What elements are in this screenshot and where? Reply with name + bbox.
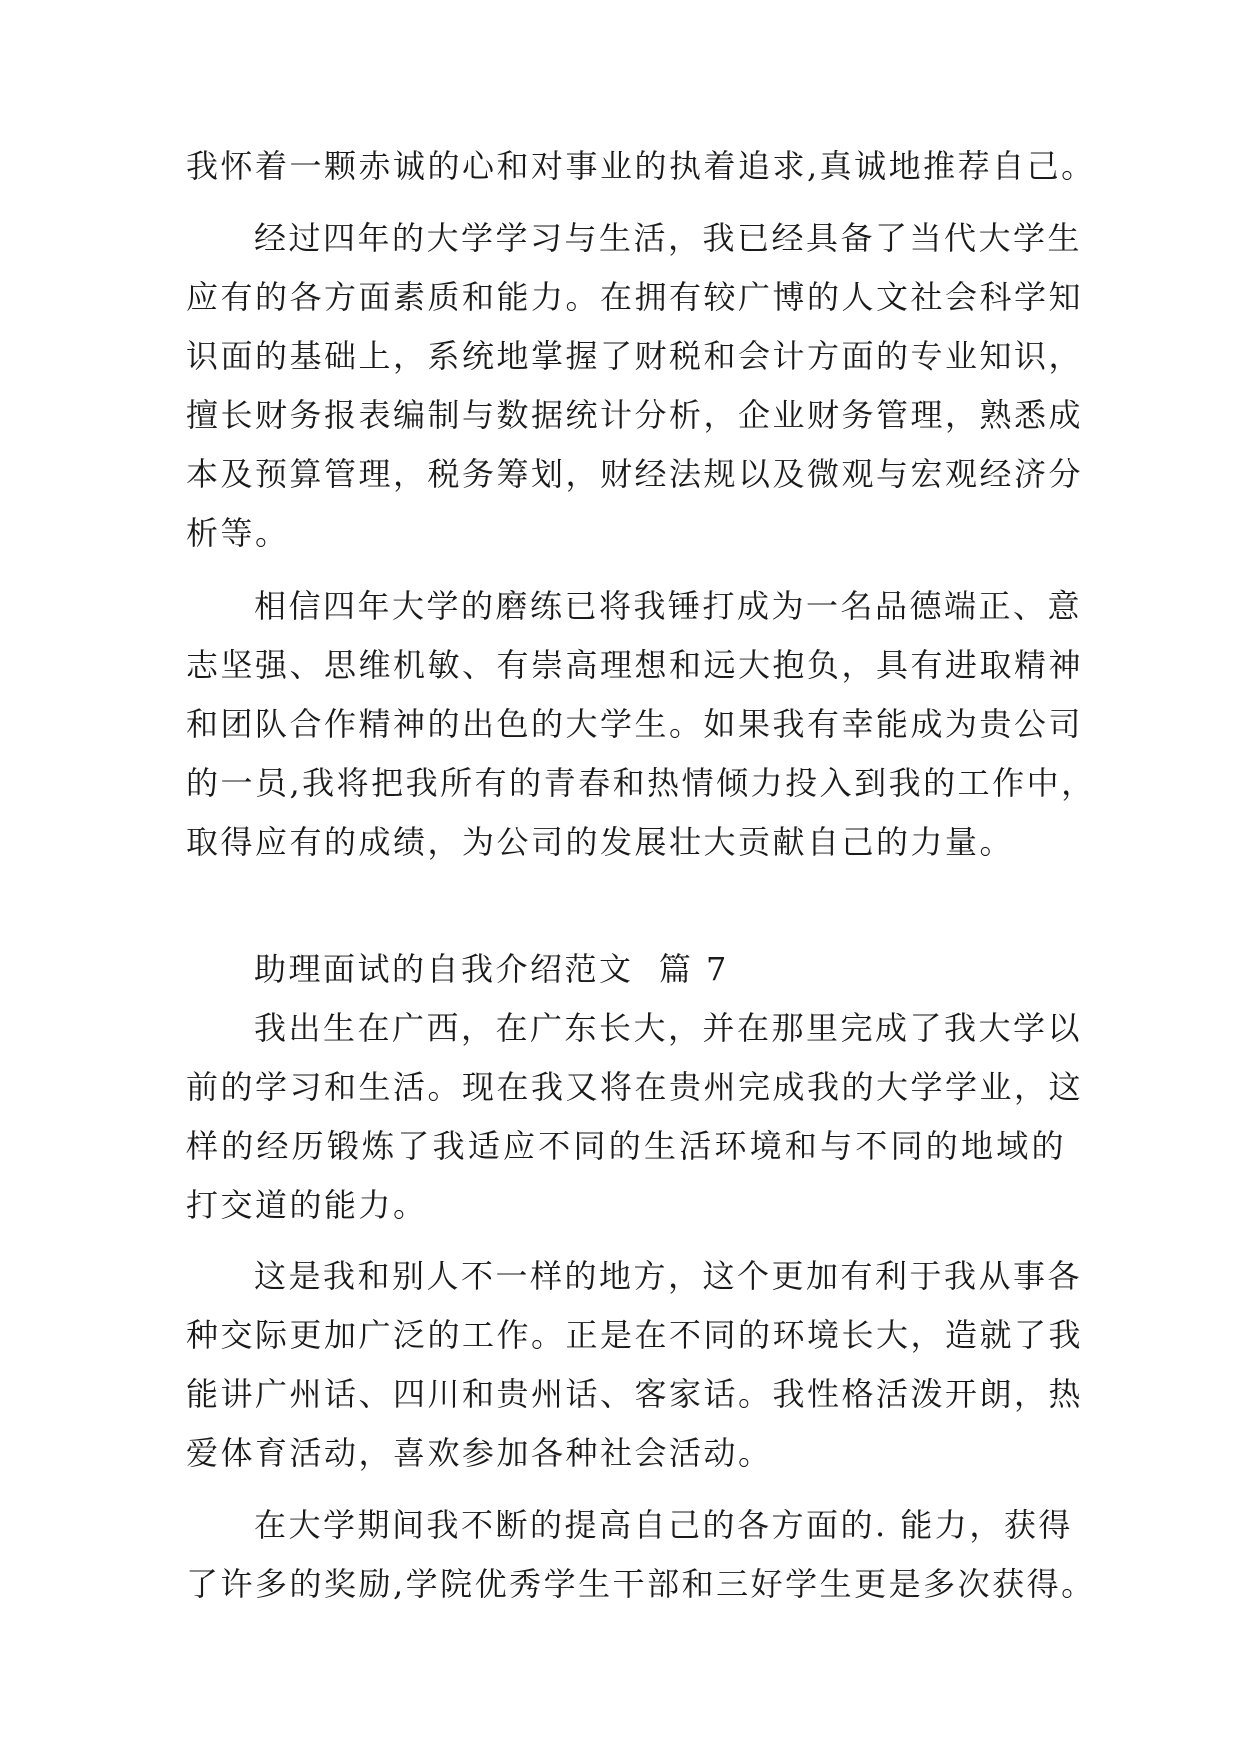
paragraph-first-line: 我出生在广西，在广东长大，并在那里完成了我大学以 — [254, 1009, 1083, 1047]
text-line: 样的经历锻炼了我适应不同的生活环境和与不同的地域的 — [186, 1127, 1066, 1165]
text-line: 了许多的奖励,学院优秀学生干部和三好学生更是多次获得。 — [186, 1565, 1096, 1603]
paragraph-first-line: 相信四年大学的磨练已将我锤打成为一名品德端正、意 — [254, 587, 1083, 625]
paragraph-first-line: 在大学期间我不断的提高自己的各方面的. 能力，获得 — [254, 1506, 1073, 1544]
text-line: 志坚强、思维机敏、有崇高理想和远大抱负，具有进取精神 — [186, 646, 1084, 684]
text-line: 析等。 — [186, 514, 290, 552]
text-line: 打交道的能力。 — [186, 1186, 428, 1224]
text-line: 能讲广州话、四川和贵州话、客家话。我性格活泼开朗，热 — [186, 1375, 1084, 1413]
text-line: 种交际更加广泛的工作。正是在不同的环境长大，造就了我 — [186, 1316, 1084, 1354]
text-line: 取得应有的成绩，为公司的发展壮大贡献自己的力量。 — [186, 823, 1015, 861]
text-line: 擅长财务报表编制与数据统计分析，企业财务管理，熟悉成 — [186, 396, 1084, 434]
text-line: 我怀着一颗赤诚的心和对事业的执着追求,真诚地推荐自己。 — [186, 147, 1096, 185]
paragraph-first-line: 经过四年的大学学习与生活，我已经具备了当代大学生 — [254, 219, 1083, 257]
paragraph-first-line: 这是我和别人不一样的地方，这个更加有利于我从事各 — [254, 1257, 1083, 1295]
text-line: 识面的基础上，系统地掌握了财税和会计方面的专业知识， — [186, 337, 1084, 375]
section-heading: 助理面试的自我介绍范文 篇 7 — [254, 950, 729, 988]
text-line: 本及预算管理，税务筹划，财经法规以及微观与宏观经济分 — [186, 455, 1084, 493]
text-line: 爱体育活动，喜欢参加各种社会活动。 — [186, 1434, 773, 1472]
text-line: 和团队合作精神的出色的大学生。如果我有幸能成为贵公司 — [186, 705, 1084, 743]
text-line: 的一员,我将把我所有的青春和热情倾力投入到我的工作中， — [186, 764, 1096, 802]
text-line: 前的学习和生活。现在我又将在贵州完成我的大学学业，这 — [186, 1068, 1084, 1106]
text-line: 应有的各方面素质和能力。在拥有较广博的人文社会科学知 — [186, 278, 1084, 316]
